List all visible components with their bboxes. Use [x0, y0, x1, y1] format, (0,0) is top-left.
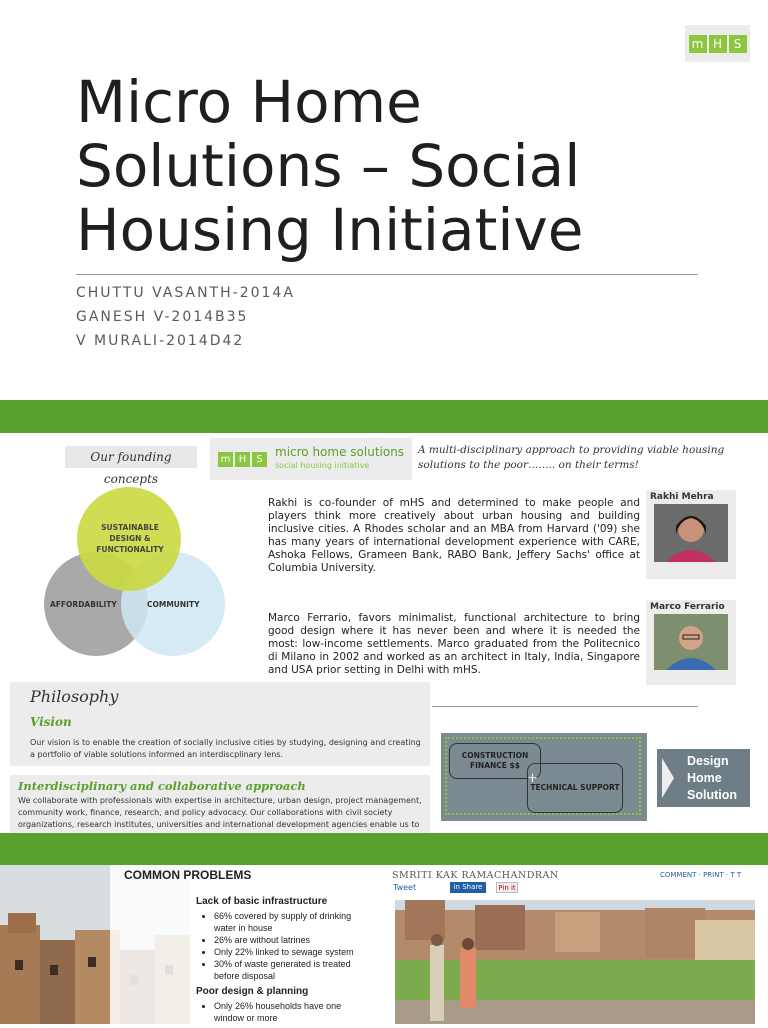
approach-text: We collaborate with professionals with expertise in architecture, urban design, project management, community work, finance, research, and policy advocacy. Our collaborations with civil society organizations, research institutes, universities and international development agencies enable us to	[18, 796, 422, 829]
author-3: V MURALI-2014D42	[76, 333, 245, 349]
banner-letter-s: S	[252, 452, 267, 467]
author-1: CHUTTU VASANTH-2014A	[76, 285, 295, 301]
title-line-2: Solutions – Social	[76, 132, 581, 200]
problem-item: • 30% of waste generated is treated before disposal	[214, 958, 366, 982]
venn-label-community: COMMUNITY	[147, 600, 200, 609]
problems-title: COMMON PROBLEMS	[124, 868, 252, 882]
problem-item: • 66% covered by supply of drinking water in house	[214, 910, 366, 934]
share-button[interactable]: in Share	[450, 882, 486, 893]
logo-letter-h: H	[709, 35, 727, 53]
green-band-top	[0, 400, 768, 433]
vision-text: Our vision is to enable the creation of socially inclusive cities by studying, designing and creating a portfolio of viable solutions informed an interdiscplinary lens.	[30, 738, 421, 759]
venn-label-design: SUSTAINABLE DESIGN & FUNCTIONALITY	[96, 523, 164, 554]
logo-letter-s: S	[729, 35, 747, 53]
problem-item: • Only 22% linked to sewage system	[214, 946, 366, 958]
problem-heading-infrastructure: Lack of basic infrastructure	[196, 896, 328, 907]
article-author: SMRITI KAK RAMACHANDRAN	[392, 870, 559, 881]
marco-name: Marco Ferrario	[650, 602, 725, 612]
banner-letter-h: H	[235, 452, 250, 467]
arrow-right-icon	[662, 758, 676, 798]
venn-diagram	[38, 482, 238, 662]
author-2: GANESH V-2014B35	[76, 309, 249, 325]
section-divider	[432, 706, 698, 707]
banner-letter-m: m	[218, 452, 233, 467]
problem-heading-design: Poor design & planning	[196, 986, 309, 997]
problem-item: • 26% are without latrines	[214, 934, 366, 946]
slide-title	[76, 70, 716, 262]
tagline: A multi-disciplinary approach to providing viable housing solutions to the poor…..... on their terms!	[418, 444, 725, 471]
green-band-bottom	[0, 833, 768, 865]
rakhi-bio: Rakhi is co-founder of mHS and determined to make people and players think more creatively about urban housing and building inclusive cities. A Rhodes scholar and an MBA from Harvard ('09) she has many years of international development experience with CARE, Ashoka Fellows, Grameen Bank, RABO Bank, Jeffery Sachs' office at Columbia University.	[268, 497, 640, 574]
diagram-plus: +	[527, 771, 538, 786]
title-line-3: Housing Initiative	[76, 196, 584, 264]
rakhi-photo	[654, 504, 728, 562]
mhs-banner	[210, 438, 412, 480]
pinit-button[interactable]: Pin it	[496, 882, 518, 893]
rakhi-card	[646, 490, 736, 579]
diagram-box-technical: TECHNICAL SUPPORT	[527, 763, 623, 813]
title-divider	[76, 274, 698, 275]
article-photo	[395, 900, 755, 1024]
design-home-solution-text: Design Home Solution	[687, 754, 737, 802]
marco-card	[646, 600, 736, 685]
rakhi-name: Rakhi Mehra	[650, 492, 714, 502]
venn-label-affordability: AFFORDABILITY	[50, 600, 117, 609]
brand-name: micro home solutions	[275, 445, 405, 459]
founding-concepts-label: Our founding concepts	[65, 446, 197, 468]
brand-subtitle: social housing initiative	[275, 461, 370, 470]
approach-title: Interdisciplinary and collaborative approach	[18, 779, 306, 793]
flow-diagram	[441, 733, 647, 821]
philosophy-title: Philosophy	[30, 687, 119, 706]
mhs-logo	[685, 25, 750, 62]
tweet-button[interactable]: Tweet	[393, 883, 417, 892]
logo-letter-m: m	[689, 35, 707, 53]
title-line-1: Micro Home	[76, 68, 422, 136]
problem-item: • Only 26% households have one window or more	[214, 1000, 366, 1024]
article-menu[interactable]: COMMENT · PRINT · T T	[660, 871, 742, 879]
vision-label: Vision	[30, 715, 72, 729]
marco-photo	[654, 614, 728, 670]
marco-bio: Marco Ferrario, favors minimalist, functional architecture to bring good design where it has never been and where it is needed the most: low-income settlements. Marco graduated from the Politecnico di Milano in 2002 and worked as an architect in Italy, India, Singapore and USA prior setting in Delhi with mHS.	[268, 612, 640, 676]
problems-list	[196, 896, 366, 1028]
diagram-box-finance: CONSTRUCTION FINANCE $$	[449, 743, 541, 779]
